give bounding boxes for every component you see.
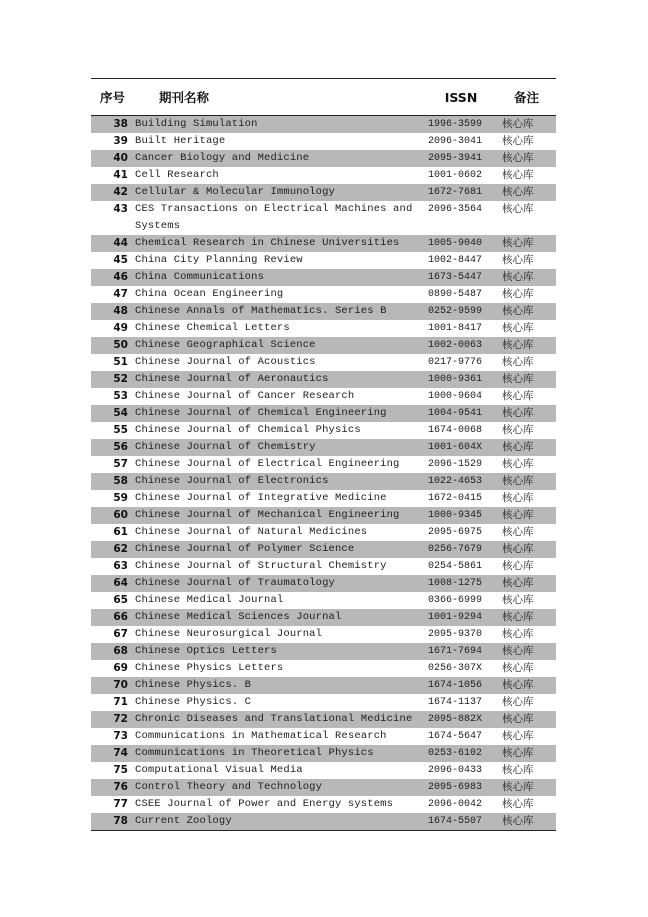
row-number: 40 [91, 150, 134, 167]
remark-value: 核心库 [502, 628, 534, 640]
issn-value: 0254-5861 [428, 561, 483, 572]
table-row [91, 473, 556, 490]
journal-name: Computational Visual Media [135, 764, 303, 776]
table-row [91, 252, 556, 269]
issn-value: 1000-9361 [425, 371, 497, 388]
issn-value: 0252-9599 [425, 303, 497, 320]
journal-name: Chinese Journal of Chemical Engineering [134, 405, 425, 422]
issn-value: 1674-0068 [428, 425, 483, 436]
remark-value: 核心库 [497, 745, 556, 762]
issn-value: 1674-5647 [428, 731, 483, 742]
row-number: 49 [113, 322, 128, 334]
row-number: 65 [113, 594, 128, 606]
issn-value: 1002-8447 [428, 255, 483, 266]
journal-name: Built Heritage [135, 135, 226, 147]
remark-value: 核心库 [497, 303, 556, 320]
remark-value: 核心库 [502, 458, 534, 470]
row-number: 74 [91, 745, 134, 762]
row-number: 46 [91, 269, 134, 286]
journal-name: Chinese Journal of Chemical Physics [135, 424, 361, 436]
issn-value: 0256-307X [428, 663, 483, 674]
table-row [91, 507, 556, 524]
journal-name: Chinese Journal of Polymer Science [134, 541, 425, 558]
remark-value: 核心库 [502, 288, 534, 300]
issn-value: 1005-9040 [425, 235, 497, 252]
row-number: 41 [113, 169, 128, 181]
remark-value: 核心库 [497, 150, 556, 167]
row-number: 43 [113, 203, 128, 215]
journal-name: Chinese Journal of Electrical Engineering [135, 458, 400, 470]
remark-value: 核心库 [497, 235, 556, 252]
issn-value: 1672-0415 [428, 493, 483, 504]
issn-value: 1671-7694 [425, 643, 497, 660]
journal-name: Chinese Neurosurgical Journal [135, 628, 323, 640]
header-journal-name: 期刊名称 [134, 79, 425, 116]
remark-value: 核心库 [497, 677, 556, 694]
journal-name: Communications in Mathematical Research [135, 730, 387, 742]
remark-value: 核心库 [502, 424, 534, 436]
table-row [91, 541, 556, 558]
remark-value: 核心库 [502, 662, 534, 674]
table-row [91, 269, 556, 286]
issn-value: 2095-3941 [425, 150, 497, 167]
table-row [91, 422, 556, 439]
remark-value: 核心库 [502, 169, 534, 181]
issn-value: 1673-5447 [425, 269, 497, 286]
row-number: 56 [91, 439, 134, 456]
journal-name: Chinese Journal of Cancer Research [135, 390, 355, 402]
table-row [91, 439, 556, 456]
table-row [91, 711, 556, 728]
issn-value: 0256-7679 [425, 541, 497, 558]
table-row [91, 320, 556, 337]
table-row [91, 745, 556, 762]
journal-table [91, 78, 556, 831]
issn-value: 1002-0063 [425, 337, 497, 354]
header-row [91, 79, 556, 116]
issn-value: 1004-9541 [425, 405, 497, 422]
issn-value: 1674-5507 [425, 813, 497, 831]
remark-value: 核心库 [497, 371, 556, 388]
issn-value: 1001-9294 [425, 609, 497, 626]
row-number: 55 [113, 424, 128, 436]
table-row [91, 762, 556, 779]
table-row [91, 558, 556, 575]
journal-name: Chinese Physics Letters [135, 662, 284, 674]
table-row [91, 609, 556, 626]
row-number: 72 [91, 711, 134, 728]
remark-value: 核心库 [502, 730, 534, 742]
table-row [91, 133, 556, 150]
row-number: 71 [113, 696, 128, 708]
journal-name: Chinese Physics. B [134, 677, 425, 694]
remark-value: 核心库 [497, 575, 556, 592]
table-row [91, 592, 556, 609]
journal-name: China City Planning Review [135, 254, 303, 266]
remark-value: 核心库 [502, 696, 534, 708]
remark-value: 核心库 [502, 203, 534, 215]
journal-name: Communications in Theoretical Physics [134, 745, 425, 762]
row-number: 58 [91, 473, 134, 490]
row-number: 52 [91, 371, 134, 388]
journal-name: Chinese Journal of Integrative Medicine [135, 492, 387, 504]
remark-value: 核心库 [502, 322, 534, 334]
journal-name: Chinese Journal of Mechanical Engineering [134, 507, 425, 524]
journal-name: Chinese Journal of Acoustics [135, 356, 316, 368]
row-number: 73 [113, 730, 128, 742]
table-row [91, 371, 556, 388]
issn-value: 1022-4653 [425, 473, 497, 490]
issn-value: 1008-1275 [425, 575, 497, 592]
remark-value: 核心库 [497, 609, 556, 626]
table-row [91, 643, 556, 660]
remark-value: 核心库 [497, 541, 556, 558]
issn-value: 1001-0602 [428, 170, 483, 181]
issn-value: 1674-1056 [425, 677, 497, 694]
journal-name: CSEE Journal of Power and Energy systems [135, 798, 394, 810]
header-remarks: 备注 [497, 79, 556, 116]
issn-value: 2095-9370 [428, 629, 483, 640]
journal-name: Chinese Journal of Traumatology [134, 575, 425, 592]
remark-value: 核心库 [502, 798, 534, 810]
journal-name: Cancer Biology and Medicine [134, 150, 425, 167]
issn-value: 2096-0042 [428, 799, 483, 810]
journal-name: China Communications [134, 269, 425, 286]
row-number: 53 [113, 390, 128, 402]
issn-value: 2095-6975 [428, 527, 483, 538]
issn-value: 0253-6102 [425, 745, 497, 762]
remark-value: 核心库 [497, 813, 556, 831]
issn-value: 2095-6983 [425, 779, 497, 796]
row-number: 76 [91, 779, 134, 796]
row-number: 60 [91, 507, 134, 524]
remark-value: 核心库 [502, 594, 534, 606]
row-number: 78 [91, 813, 134, 831]
row-number: 77 [113, 798, 128, 810]
issn-value: 1674-1137 [428, 697, 483, 708]
row-number: 57 [113, 458, 128, 470]
row-number: 45 [113, 254, 128, 266]
remark-value: 核心库 [497, 184, 556, 201]
remark-value: 核心库 [497, 337, 556, 354]
row-number: 67 [113, 628, 128, 640]
remark-value: 核心库 [497, 507, 556, 524]
row-number: 51 [113, 356, 128, 368]
table-row [91, 116, 556, 134]
header-number: 序号 [91, 79, 134, 116]
header-issn: ISSN [425, 79, 497, 116]
table-row [91, 354, 556, 371]
issn-value: 1996-3599 [425, 116, 497, 134]
row-number: 66 [91, 609, 134, 626]
table-row [91, 575, 556, 592]
table-header [91, 79, 556, 116]
journal-name: Chinese Journal of Natural Medicines [135, 526, 368, 538]
journal-name: CES Transactions on Electrical Machines and Systems [135, 203, 413, 232]
issn-value: 1672-7681 [425, 184, 497, 201]
remark-value: 核心库 [497, 439, 556, 456]
remark-value: 核心库 [502, 390, 534, 402]
table-row [91, 728, 556, 745]
issn-value: 2096-0433 [428, 765, 483, 776]
remark-value: 核心库 [502, 526, 534, 538]
journal-name: Chinese Physics. C [135, 696, 252, 708]
issn-value: 1000-9345 [425, 507, 497, 524]
table-row [91, 456, 556, 473]
row-number: 75 [113, 764, 128, 776]
remark-value: 核心库 [497, 643, 556, 660]
issn-value: 0890-5487 [428, 289, 483, 300]
journal-name: Chinese Optics Letters [134, 643, 425, 660]
journal-name: Chinese Geographical Science [134, 337, 425, 354]
row-number: 68 [91, 643, 134, 660]
issn-value: 1000-9604 [428, 391, 483, 402]
remark-value: 核心库 [497, 779, 556, 796]
table-row [91, 303, 556, 320]
table-row [91, 490, 556, 507]
remark-value: 核心库 [502, 254, 534, 266]
row-number: 47 [113, 288, 128, 300]
table-row [91, 677, 556, 694]
journal-name: Current Zoology [134, 813, 425, 831]
remark-value: 核心库 [497, 269, 556, 286]
remark-value: 核心库 [502, 135, 534, 147]
issn-value: 1001-8417 [428, 323, 483, 334]
table-row [91, 150, 556, 167]
journal-name: Chemical Research in Chinese Universities [134, 235, 425, 252]
table-row [91, 337, 556, 354]
journal-name: Chinese Journal of Chemistry [134, 439, 425, 456]
remark-value: 核心库 [502, 356, 534, 368]
row-number: 50 [91, 337, 134, 354]
journal-name: Control Theory and Technology [134, 779, 425, 796]
table-row [91, 779, 556, 796]
journal-name: Chronic Diseases and Translational Medicine [134, 711, 425, 728]
table-row [91, 813, 556, 831]
issn-value: 2096-1529 [428, 459, 483, 470]
remark-value: 核心库 [502, 764, 534, 776]
remark-value: 核心库 [497, 405, 556, 422]
table-row [91, 524, 556, 541]
journal-name: Chinese Chemical Letters [135, 322, 290, 334]
row-number: 54 [91, 405, 134, 422]
row-number: 69 [113, 662, 128, 674]
row-number: 39 [113, 135, 128, 147]
remark-value: 核心库 [497, 473, 556, 490]
row-number: 44 [91, 235, 134, 252]
row-number: 64 [91, 575, 134, 592]
row-number: 63 [113, 560, 128, 572]
issn-value: 2096-3564 [428, 204, 483, 215]
table-row [91, 167, 556, 184]
table-row [91, 201, 556, 235]
table-row [91, 286, 556, 303]
journal-name: Cell Research [135, 169, 219, 181]
journal-name: China Ocean Engineering [135, 288, 284, 300]
journal-name: Chinese Journal of Aeronautics [134, 371, 425, 388]
table-row [91, 388, 556, 405]
table-row [91, 660, 556, 677]
issn-value: 1001-604X [425, 439, 497, 456]
row-number: 61 [113, 526, 128, 538]
table-row [91, 626, 556, 643]
table-row [91, 184, 556, 201]
table-row [91, 796, 556, 813]
table-row [91, 235, 556, 252]
journal-name: Chinese Medical Journal [135, 594, 284, 606]
issn-value: 2096-3041 [428, 136, 483, 147]
issn-value: 0366-6999 [428, 595, 483, 606]
row-number: 48 [91, 303, 134, 320]
issn-value: 2095-882X [425, 711, 497, 728]
row-number: 42 [91, 184, 134, 201]
journal-name: Chinese Journal of Electronics [134, 473, 425, 490]
journal-name: Chinese Journal of Structural Chemistry [135, 560, 387, 572]
row-number: 59 [113, 492, 128, 504]
row-number: 70 [91, 677, 134, 694]
journal-name: Cellular & Molecular Immunology [134, 184, 425, 201]
remark-value: 核心库 [497, 116, 556, 134]
table-body [91, 116, 556, 831]
journal-name: Building Simulation [134, 116, 425, 134]
journal-name: Chinese Annals of Mathematics. Series B [134, 303, 425, 320]
table-row [91, 694, 556, 711]
issn-value: 0217-9776 [428, 357, 483, 368]
remark-value: 核心库 [502, 492, 534, 504]
row-number: 62 [91, 541, 134, 558]
remark-value: 核心库 [497, 711, 556, 728]
remark-value: 核心库 [502, 560, 534, 572]
journal-name: Chinese Medical Sciences Journal [134, 609, 425, 626]
table-row [91, 405, 556, 422]
row-number: 38 [91, 116, 134, 134]
